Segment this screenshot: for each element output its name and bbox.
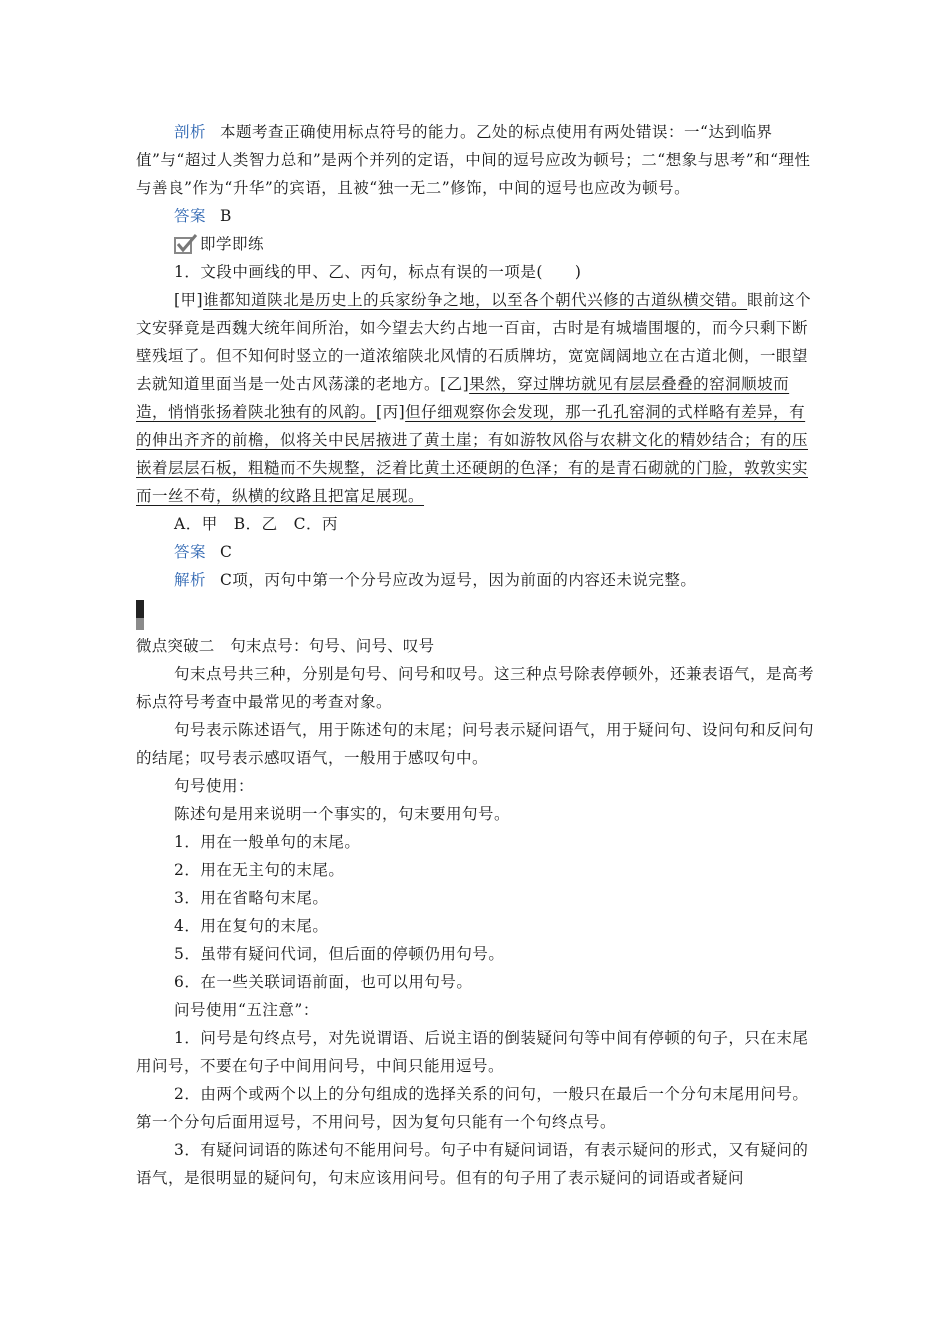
list-item: 3．用在省略句末尾。	[174, 889, 329, 907]
checkbox-check-icon	[174, 233, 198, 255]
section-heading	[136, 600, 814, 660]
list-item: 6．在一些关联词语前面，也可以用句号。	[174, 973, 473, 991]
list-item: 3．有疑问词语的陈述句不能用问号。句子中有疑问词语，有表示疑问的形式，又有疑问的语气，是很明显的疑问句，句末应该用问号。但有的句子用了表示疑问的词语或者疑问	[136, 1141, 809, 1187]
list-item: 4．用在复句的末尾。	[174, 917, 329, 935]
list-item: 5．虽带有疑问代词，但后面的停顿仍用句号。	[174, 945, 505, 963]
list-item: 2．用在无主句的末尾。	[174, 861, 345, 879]
intro-paragraph-2: 句号表示陈述语气，用于陈述句的末尾；问号表示疑问语气，用于疑问句、设问句和反问句的结尾；叹号表示感叹语气，一般用于感叹句中。	[136, 721, 815, 767]
practice-heading	[174, 230, 814, 258]
period-heading: 句号使用：	[174, 777, 255, 795]
period-description: 陈述句是用来说明一个事实的，句末要用句号。	[174, 805, 511, 823]
list-item: 1．用在一般单句的末尾。	[174, 833, 361, 851]
options-line: A．甲 B．乙 C．丙	[174, 515, 338, 533]
list-item: 2．由两个或两个以上的分句组成的选择关系的问句，一般只在最后一个分句末尾用问号。第一个分句后面用逗号，不用问号，因为复句只能有一个句终点号。	[136, 1085, 809, 1131]
practice-answer-label: 答案	[174, 543, 207, 561]
passage-middle: 眼前这个文安驿竟是西魏大统年间所治，如今望去大约占地一百亩，古时是有城墙围堰的，而今只剩下断壁残垣了。但不知何时竖立的一道浓缩陕北风情的石质牌坊，宽宽阔阔地立在古道北侧，一眼望去就知道里面当是一处古风荡漾的老地方。	[136, 291, 812, 393]
answer-paragraph	[136, 202, 814, 230]
section-bar-icon	[136, 600, 144, 630]
analysis-paragraph	[136, 118, 814, 202]
practice-answer-value: C	[220, 543, 233, 561]
passage-paragraph	[136, 286, 814, 510]
answer-label: 答案	[174, 207, 207, 225]
document-page	[136, 118, 814, 1192]
sentence-yi: 果然，穿过牌坊就见有层层叠叠的窑洞顺坡而造，悄悄张扬着陕北独有的风韵。	[136, 375, 790, 421]
section-title: 微点突破二 句末点号：句号、问号、叹号	[136, 637, 435, 655]
sentence-jia: 谁都知道陕北是历史上的兵家纷争之地，以至各个朝代兴修的古道纵横交错。	[203, 291, 748, 309]
explanation-label: 解析	[174, 571, 207, 589]
question-mark-heading: 问号使用“五注意”：	[174, 1001, 319, 1019]
practice-question: 1．文段中画线的甲、乙、丙句，标点有误的一项是( )	[174, 263, 582, 281]
explanation-text: C项，丙句中第一个分号应改为逗号，因为前面的内容还未说完整。	[220, 571, 697, 589]
analysis-label: 剖析	[174, 123, 207, 141]
analysis-text: 本题考查正确使用标点符号的能力。乙处的标点使用有两处错误：一“达到临界值”与“超过人类智力总和”是两个并列的定语，中间的逗号应改为顿号；二“想象与思考”和“理性与善良”作为“升华”的宾语，且被“独一无二”修饰，中间的逗号也应改为顿号。	[136, 123, 811, 197]
practice-title: 即学即练	[200, 235, 265, 253]
list-item: 1．问号是句终点号，对先说谓语、后说主语的倒装疑问句等中间有停顿的句子，只在末尾用问号，不要在句子中间用问号，中间只能用逗号。	[136, 1029, 809, 1075]
practice-explanation	[136, 566, 814, 594]
sentence-bing: 但仔细观察你会发现，那一孔孔窑洞的式样略有差异，有的伸出齐齐的前檐，似将关中民居掖进了黄土崖；有如游牧风俗与农耕文化的精妙结合；有的压嵌着层层石板，粗糙而不失规整，泛着比黄土还硬朗的色泽；有的是青石砌就的门脸，敦敦实实而一丝不苟，纵横的纹路且把富足展现。	[136, 403, 809, 505]
yi-tag: [乙]	[440, 375, 470, 393]
intro-paragraph-1: 句末点号共三种，分别是句号、问号和叹号。这三种点号除表停顿外，还兼表语气，是高考标点符号考查中最常见的考查对象。	[136, 665, 815, 711]
jia-tag: [甲]	[174, 291, 204, 309]
practice-answer	[136, 538, 814, 566]
answer-value: B	[220, 207, 232, 225]
bing-tag: [丙]	[376, 403, 406, 421]
